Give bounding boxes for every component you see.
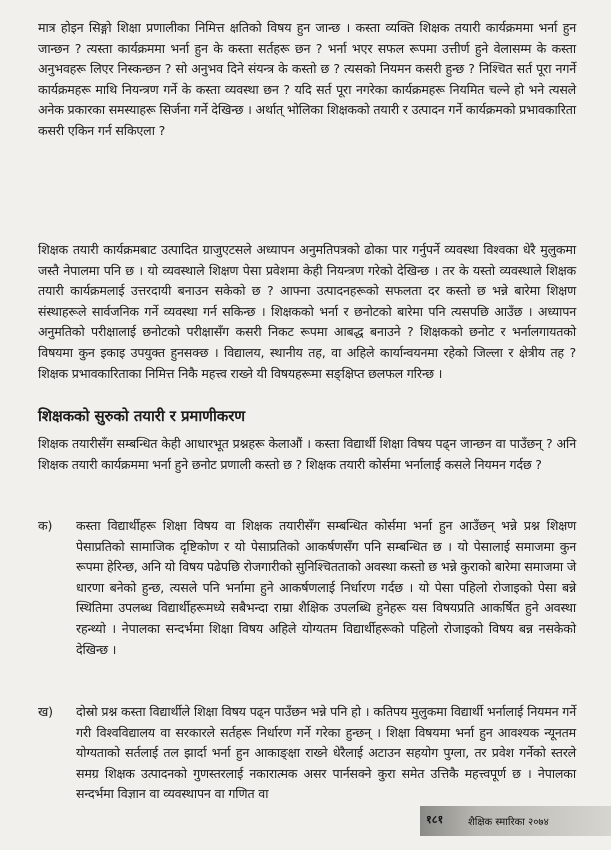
list-item-text: दोस्रो प्रश्न कस्ता विद्यार्थीले शिक्षा विषय पढ्न पाउँछन भन्ने पनि हो । कतिपय मुलुकमा विद्यार्थी भर्नालाई नियमन गर्ने गरी विश्वविद्यालय वा सरकारले सर्तहरू निर्धारण गर्ने गरेका हुन्छन् । शिक्षा विषयमा भर्ना हुन आवश्यक न्यूनतम योग्यताको सर्तलाई तल झार्दा भर्ना हुन आकाङ्क्षा राख्ने धेरैलाई अटाउन सहयोग पुग्ला, तर प्रवेश गर्नेको स्तरले समग्र शिक्षक उत्पादनको गुणस्तरलाई नकारात्मक असर पार्नसक्ने कुरा समेत उत्तिकै महत्त्वपूर्ण छ । नेपालका सन्दर्भमा विज्ञान वा व्यवस्थापन वा गणित वा — [76, 704, 576, 802]
list-item-marker: ख) — [38, 704, 53, 719]
body-paragraph: शिक्षक तयारी कार्यक्रमबाट उत्पादित ग्राजुएटसले अध्यापन अनुमतिपत्रको ढोका पार गर्नुपर्ने व्यवस्था विश्वका धेरै मुलुकमा जस्तै नेपालमा पनि छ । यो व्यवस्थाले शिक्षण पेसा प्रवेशमा केही नियन्त्रण गरेको देखिन्छ । तर के यस्तो व्यवस्थाले शिक्षक तयारी कार्यक्रमलाई उत्तरदायी बनाउन सकेको छ ? आफ्ना उत्पादनहरूको सफलता दर कस्तो छ भन्ने बारेमा शिक्षण संस्थाहरूले सार्वजनिक गर्ने व्यवस्था गर्न सकिन्छ । शिक्षकको भर्ना र छनोटको बारेमा पनि त्यसपछि आउँछ । अध्यापन अनुमतिको परीक्षालाई छनोटको परीक्षासँग कसरी निकट रूपमा आबद्ध बनाउने ? शिक्षकको छनोट र भर्नालगायतको विषयमा कुन इकाइ उपयुक्त हुनसक्छ । विद्यालय, स्थानीय तह, वा अहिले कार्यान्वयनमा रहेको जिल्ला र क्षेत्रीय तह ? शिक्षक प्रभावकारिताका निमित्त निकै महत्त्व राख्ने यी विषयहरूमा सङ्क्षिप्त छलफल गरिन्छ । — [38, 242, 576, 381]
list-item — [38, 516, 576, 660]
list-item — [38, 702, 576, 805]
page-footer — [420, 806, 611, 836]
section-heading: शिक्षकको सुरुको तयारी र प्रमाणीकरण — [38, 407, 245, 425]
list-item-marker: क) — [38, 518, 53, 533]
journal-title: शैक्षिक स्मारिका २०७४ — [468, 817, 549, 828]
page-number: १८१ — [426, 813, 444, 826]
list-item-text: कस्ता विद्यार्थीहरू शिक्षा विषय वा शिक्षक तयारीसँग सम्बन्धित कोर्समा भर्ना हुन आउँछन् भन्ने प्रश्न शिक्षण पेसाप्रतिको सामाजिक दृष्टिकोण र यो पेसाप्रतिको आकर्षणसँग पनि सम्बन्धित छ । यो पेसालाई समाजमा कुन रूपमा हेरिन्छ, अनि यो विषय पढेपछि रोजगारीको सुनिश्चितताको अवस्था कस्तो छ भन्ने कुराको बारेमा समाजमा जे धारणा बनेको हुन्छ, त्यसले पनि भर्नामा हुने आकर्षणलाई निर्धारण गर्दछ । यो पेसा पहिलो रोजाइको पेसा बन्ने स्थितिमा उपलब्ध विद्यार्थीहरूमध्ये सबैभन्दा राम्रा शैक्षिक उपलब्धि हुनेहरू यस विषयप्रति आकर्षित हुने अवस्था रहन्थ्यो । नेपालका सन्दर्भमा शिक्षा विषय अहिले योग्यतम विद्यार्थीहरूको पहिलो रोजाइको विषय बन्न नसकेको देखिन्छ । — [76, 518, 576, 657]
section-intro-paragraph: शिक्षक तयारीसँग सम्बन्धित केही आधारभूत प्रश्नहरू केलाऔं । कस्ता विद्यार्थी शिक्षा विषय पढ्न जान्छन वा पाउँछन् ? अनि शिक्षक तयारी कार्यक्रममा भर्ना हुने छनोट प्रणाली कस्तो छ ? शिक्षक तयारी कोर्समा भर्नालाई कसले नियमन गर्दछ ? — [38, 436, 576, 472]
intro-paragraph: मात्र होइन सिङ्गो शिक्षा प्रणालीका निमित्त क्षतिको विषय हुन जान्छ । कस्ता व्यक्ति शिक्षक तयारी कार्यक्रममा भर्ना हुन जान्छन ? त्यस्ता कार्यक्रममा भर्ना हुन के कस्ता सर्तहरू छन ? भर्ना भएर सफल रूपमा उत्तीर्ण हुने वेलासम्म के कस्ता अनुभवहरू लिएर निस्कन्छन ? सो अनुभव दिने संयन्त्र के कस्तो छ ? त्यसको नियमन कसरी हुन्छ ? निश्चित सर्त पूरा नगर्ने कार्यक्रमहरू माथि नियन्त्रण गर्ने के कस्ता व्यवस्था छन ? यदि सर्त पूरा नगरेका कार्यक्रमहरू नियमित चल्ने हो भने त्यसले अनेक प्रकारका समस्याहरू सिर्जना गर्ने देखिन्छ । अर्थात् भोलिका शिक्षकको तयारी र उत्पादन गर्ने कार्यक्रमको प्रभावकारिता कसरी एकिन गर्न सकिएला ? — [38, 20, 576, 138]
